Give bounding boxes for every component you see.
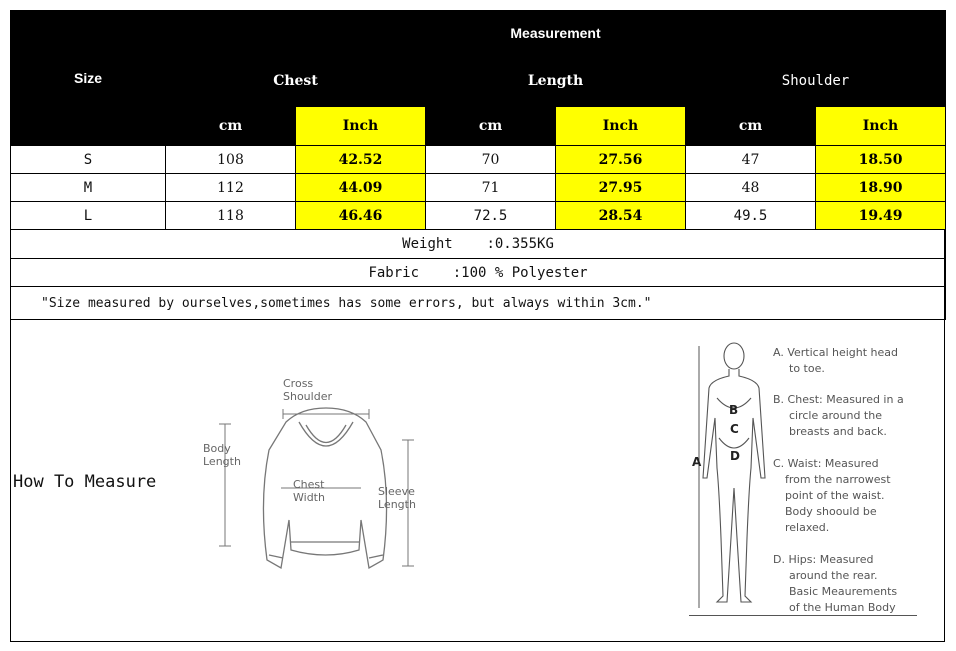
note-b: B. Chest: Measured in a circle around the breasts and back. — [773, 393, 904, 438]
shoulder-cm-cell: 49.5 — [686, 202, 816, 230]
how-to-measure-section — [11, 320, 944, 641]
size-cell: S — [11, 146, 166, 174]
chest-cm-cell: 108 — [166, 146, 296, 174]
marker-c: C — [730, 422, 739, 436]
shoulder-cm-cell: 48 — [686, 174, 816, 202]
unit-inch: Inch — [816, 107, 946, 146]
size-cell: L — [11, 202, 166, 230]
shoulder-inch-cell: 19.49 — [816, 202, 946, 230]
note-c: C. Waist: Measured from the narrowest point of the waist. Body shoould be relaxed. — [773, 457, 891, 534]
length-cm-cell: 70 — [426, 146, 556, 174]
shoulder-cm-cell: 47 — [686, 146, 816, 174]
weight-row: Weight :0.355KG — [11, 230, 946, 259]
unit-inch: Inch — [556, 107, 686, 146]
size-table — [10, 10, 946, 320]
table-row — [11, 146, 946, 174]
shoulder-inch-cell: 18.90 — [816, 174, 946, 202]
shoulder-inch-cell: 18.50 — [816, 146, 946, 174]
body-diagram — [681, 338, 771, 618]
cross-shoulder-label-1: Cross — [283, 377, 314, 390]
body-length-label-2: Length — [203, 455, 241, 468]
chest-width-label-1: Chest — [293, 478, 325, 491]
chest-cm-cell: 112 — [166, 174, 296, 202]
unit-cm: cm — [686, 107, 816, 146]
body-length-label-1: Body — [203, 442, 231, 455]
length-inch-cell: 27.56 — [556, 146, 686, 174]
measurement-header: Measurement — [166, 11, 946, 56]
unit-cm: cm — [166, 107, 296, 146]
chest-inch-cell: 42.52 — [296, 146, 426, 174]
chest-cm-cell: 118 — [166, 202, 296, 230]
marker-b: B — [729, 403, 739, 417]
sleeve-length-label-1: Sleeve — [378, 485, 415, 498]
length-inch-cell: 28.54 — [556, 202, 686, 230]
length-header: Length — [426, 56, 686, 107]
fabric-row: Fabric :100 % Polyester — [11, 259, 946, 287]
marker-d: D — [730, 449, 740, 463]
chest-inch-cell: 46.46 — [296, 202, 426, 230]
sleeve-length-label-2: Length — [378, 498, 416, 511]
unit-cm: cm — [426, 107, 556, 146]
length-cm-cell: 71 — [426, 174, 556, 202]
table-row — [11, 202, 946, 230]
size-header: Size — [11, 11, 166, 146]
chest-inch-cell: 44.09 — [296, 174, 426, 202]
chest-header: Chest — [166, 56, 426, 107]
note-d: D. Hips: Measured around the rear. Basic Meaurements of the Human Body — [773, 553, 898, 614]
marker-a: A — [692, 455, 702, 469]
size-cell: M — [11, 174, 166, 202]
length-inch-cell: 27.95 — [556, 174, 686, 202]
note-a: A. Vertical height head to toe. — [773, 346, 899, 375]
how-to-measure-label: How To Measure — [13, 472, 157, 492]
unit-inch: Inch — [296, 107, 426, 146]
shoulder-header: Shoulder — [686, 56, 946, 107]
chest-width-label-2: Width — [293, 491, 325, 504]
cross-shoulder-label-2: Shoulder — [283, 390, 332, 403]
length-cm-cell: 72.5 — [426, 202, 556, 230]
table-row — [11, 174, 946, 202]
measurement-note: "Size measured by ourselves,sometimes has some errors, but always within 3cm." — [11, 287, 946, 320]
